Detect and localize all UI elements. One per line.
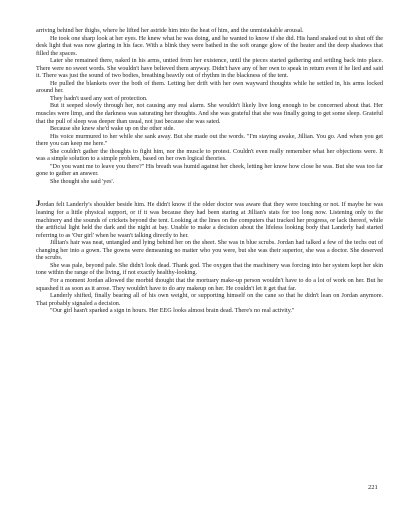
paragraph: For a moment Jordan allowed the morbid thought that the mortuary make-up person wouldn't have to do a lot of work on her. But he squashed it as soon as it arose. They wouldn't have to do any makeup on her. He couldn't let it get that far. (36, 277, 383, 292)
paragraph: They hadn't used any sort of protection. (50, 95, 148, 102)
paragraph: She couldn't gather the thoughts to fight him, nor the muscle to protest. Couldn't even really remember what her objections were. It was a simple solution to a simple problem, based on her own logical theories. (36, 148, 383, 163)
paragraph: Because she knew she'd wake up on the other side. (50, 126, 175, 133)
section-break (36, 186, 383, 200)
paragraph: He pulled the blankets over the both of them. Letting her drift with her own wayward thoughts while he settled in, his arms locked around her. (36, 80, 383, 95)
paragraph: Later she remained there, naked in his arms, untied from her existence, until the pieces started gathering and settling back into place. There were no sweet words. She wouldn't have believed them anyway. Didn't have any of her own to speak in return even if he lied and said it. There was just the sound of two bodies, breathing heavily out of rhythm in the blackness of the tent. (36, 58, 383, 80)
book-page (36, 28, 383, 316)
paragraph: "Do you want me to leave you there?" His breath was humid against her cheek, letting her know how close he was. But she was too far gone to gather an answer. (36, 163, 383, 178)
page-number: 221 (368, 484, 378, 491)
paragraph: Jillian's hair was neat, untangled and lying behind her on the sheet. She was in blue scrubs. Jordan had talked a few of the techs out of changing her into a gown. The gowns were demeaning no matter who you were, but she was their superior, she was a doctor. She deserved the scrubs. (36, 240, 383, 262)
paragraph: His voice murmured to her while she sank away. But she made out the words. "I'm staying awake, Jillian. You go. And when you get there you can keep me here." (36, 133, 383, 148)
paragraph: "Our girl hasn't sparked a sign in hours. Her EEG looks almost brain dead. There's no real activity." (50, 308, 295, 315)
paragraph: She was pale, beyond pale. She didn't look dead. Thank god. The oxygen that the machinery was forcing into her system kept her skin tone within the range of the living, if not exactly healthy-looking. (36, 262, 383, 277)
paragraph-text: ordan felt Landerly's shoulder beside him. He didn't know if the older doctor was aware that they were touching or not. If maybe he was leaning for a little physical support, or if it was because they had been staring at Jillian's stats for too long now. Listening only to the machinery and the sounds of crickets beyond the tent. Looking at the lines on the computers that tracked her progress, or lack thereof, while the artificial light held the dark and the night at bay. Unable to make a decision about the lifeless looking body that Landerly had started referring to as 'Our girl' when he wasn't talking directly to her. (36, 202, 383, 239)
paragraph: arriving behind her thighs, where he lifted her astride him into the heat of him, and the unmistakable arousal. (36, 28, 304, 34)
paragraph: But it seeped slowly through her, not causing any real alarm. She wouldn't likely live long enough to be concerned about that. Her muscles were limp, and the darkness was saturating her thoughts. And she was grateful that she was finally going to get some sleep. Grateful that the pull of sleep was deeper than usual, not just because she was sated. (36, 103, 383, 125)
drop-cap: J (36, 198, 41, 209)
paragraph: She thought she said 'yes'. (50, 178, 115, 185)
paragraph-with-dropcap (36, 200, 383, 240)
paragraph: Landerly shifted, finally bearing all of his own weight, or supporting himself on the cane so that he didn't lean on Jordan anymore. That probably signaled a decision. (36, 293, 383, 307)
paragraph: He took one sharp look at her eyes. He knew what he was doing, and he wanted to know if she did. His hand snaked out to shut off the desk light that was now glaring in his face. With a blink they were bathed in the soft orange glow of the heater and the deep shadows that filled the spaces. (36, 35, 383, 57)
